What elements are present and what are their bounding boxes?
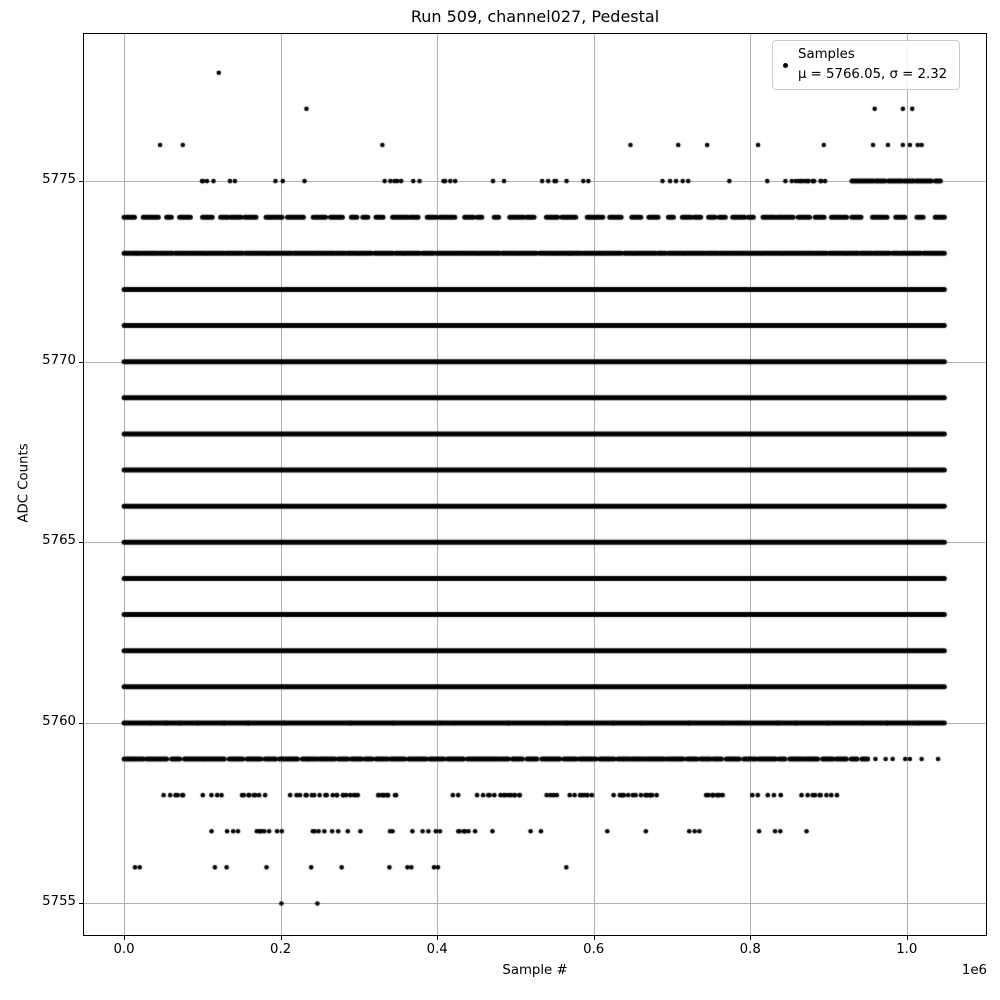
x-tick-label: 0.6 [583,942,605,957]
y-tick-label: 5765 [42,533,76,549]
x-axis-offset-text: 1e6 [961,963,987,978]
x-tick-mark [437,936,438,940]
y-tick-label: 5760 [42,713,76,729]
x-axis-label: Sample # [502,963,568,978]
legend-entry-stats: μ = 5766.05, σ = 2.32 [798,67,948,83]
x-tick-label: 1.0 [896,942,918,957]
legend [772,40,960,90]
y-tick-label: 5770 [42,352,76,368]
x-tick-label: 0.2 [270,942,292,957]
y-axis-label: ADC Counts [16,443,32,523]
legend-sample-marker-dot [783,63,788,68]
legend-text [798,45,947,85]
y-tick-label: 5775 [42,172,76,188]
x-tick-label: 0.4 [426,942,448,957]
x-tick-mark [907,936,908,940]
x-tick-mark [281,936,282,940]
x-tick-label: 0.0 [113,942,135,957]
y-tick-label: 5755 [42,894,76,910]
x-tick-mark [594,936,595,940]
legend-entry-samples: Samples [798,47,855,62]
x-tick-label: 0.8 [739,942,761,957]
scatter-points-canvas [83,33,987,936]
chart-title: Run 509, channel027, Pedestal [410,7,660,26]
x-tick-mark [124,936,125,940]
x-tick-mark [750,936,751,940]
